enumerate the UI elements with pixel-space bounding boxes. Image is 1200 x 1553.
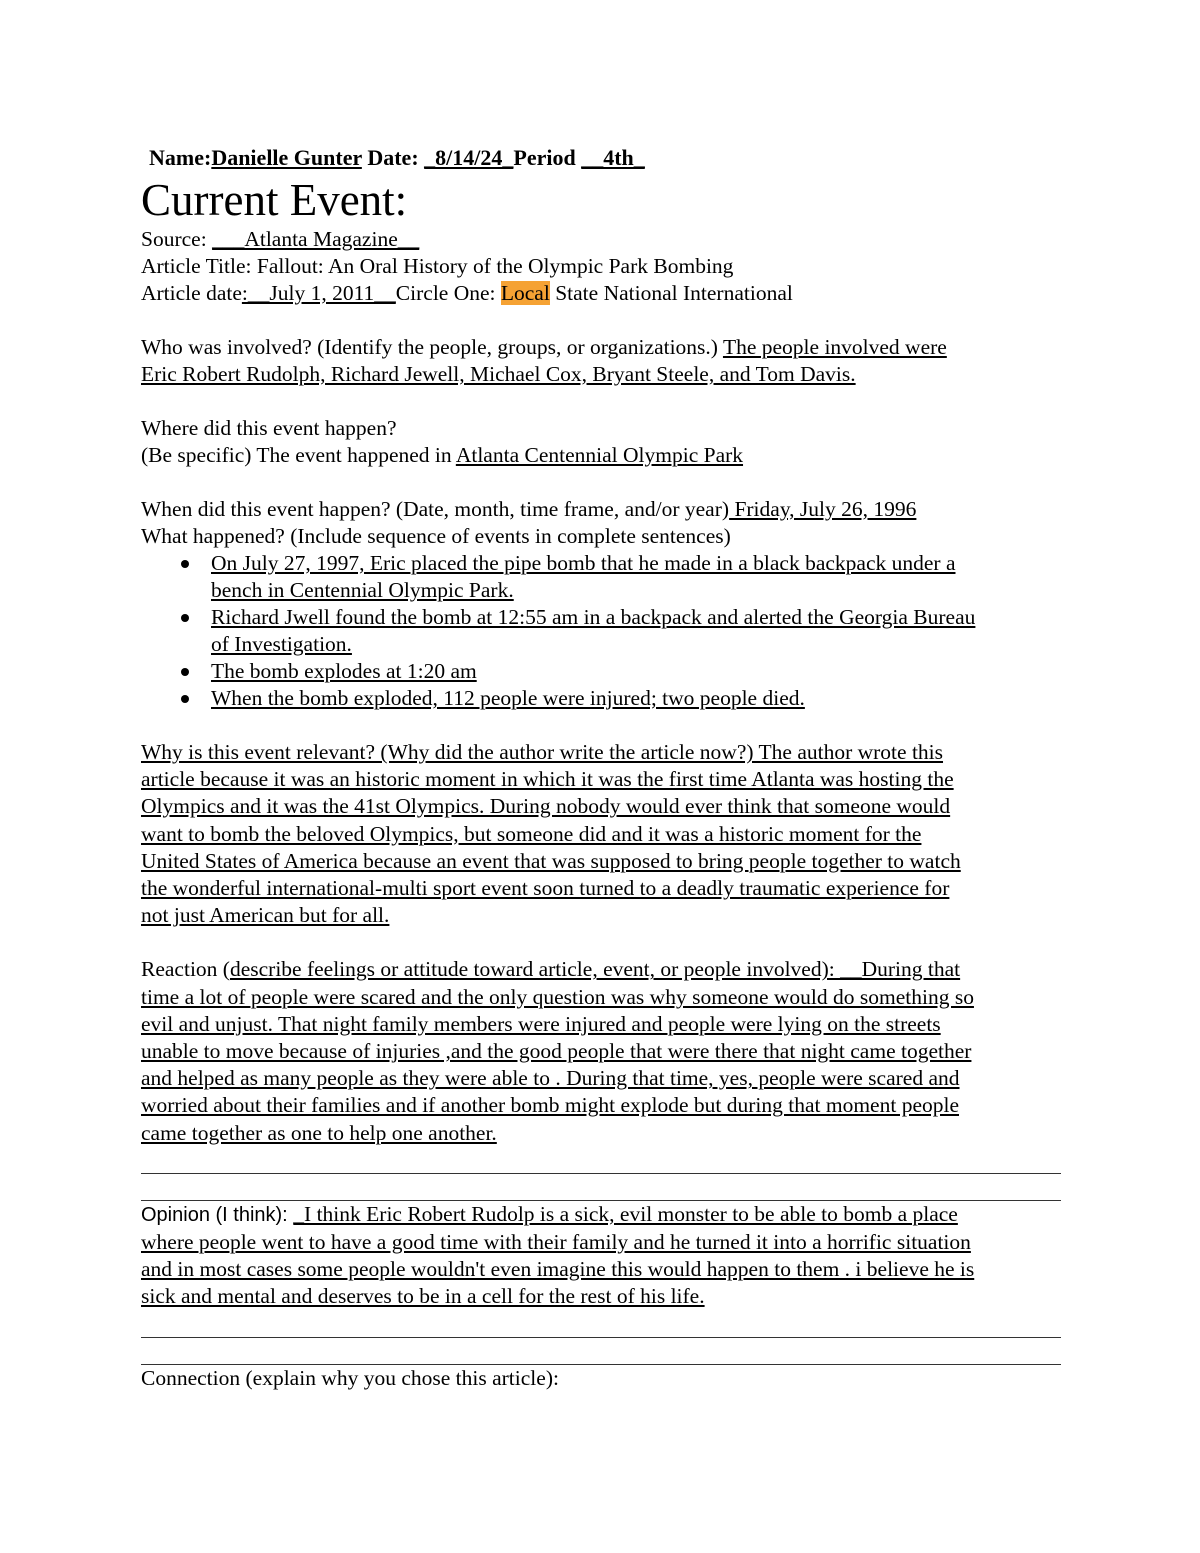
bullet-icon (181, 668, 189, 676)
option-local[interactable]: Local (500, 281, 550, 305)
list-item[interactable] (141, 604, 1061, 658)
student-header (141, 144, 1061, 172)
option-international[interactable]: International (683, 281, 793, 305)
bullet-icon (181, 560, 189, 568)
opinion-label: Opinion (I think): (141, 1203, 294, 1226)
event-text: On July 27, 1997, Eric placed the pipe bomb that he made in a black backpack under a (211, 551, 956, 575)
what-question: What happened? (Include sequence of events in complete sentences) (141, 524, 731, 548)
when-line (141, 496, 1061, 523)
circle-one-label: Circle One: (395, 281, 501, 305)
opinion-line: sick and mental and deserves to be in a cell for the rest of his life. (141, 1284, 705, 1309)
event-text: of Investigation. (211, 632, 352, 656)
why-line: Why is this event relevant? (Why did the author write the article now?) The author wrote this (141, 740, 944, 764)
reaction-section[interactable] (141, 956, 1061, 1146)
date-label: Date: (361, 145, 425, 170)
connection-line: Connection (explain why you chose this article): (141, 1365, 559, 1390)
blank-answer-line[interactable] (141, 1147, 1061, 1174)
when-answer[interactable]: Friday, July 26, 1996 (729, 497, 917, 521)
why-line: the wonderful international-multi sport event soon turned to a deadly traumatic experience for (141, 876, 950, 901)
article-title-label: Article Title: (141, 254, 257, 278)
event-text: bench in Centennial Olympic Park. (211, 578, 514, 602)
period-label: Period (513, 145, 582, 170)
who-line-1 (141, 334, 1061, 361)
reaction-line: evil and unjust. That night family members were injured and people were lying on the streets (141, 1011, 941, 1036)
source-value[interactable]: ___Atlanta Magazine__ (212, 227, 420, 251)
why-line: United States of America because an event that was supposed to bring people together to watch (141, 848, 961, 873)
who-line-2 (141, 361, 1061, 388)
list-item[interactable] (141, 658, 1061, 685)
date-value[interactable]: _8/14/24_ (424, 145, 514, 170)
reaction-line: came together as one to help one another. (141, 1120, 497, 1145)
period-value[interactable]: __4th_ (581, 145, 645, 170)
article-date-label: Article date (141, 281, 242, 305)
why-line: want to bomb the beloved Olympics, but someone did and it was a historic moment for the (141, 821, 922, 846)
name-label: Name: (149, 145, 212, 170)
blank-answer-line[interactable] (141, 1338, 1061, 1365)
opinion-line: and in most cases some people wouldn't even imagine this would happen to them . i believe he is (141, 1257, 975, 1282)
article-date-value[interactable]: :__July 1, 2011__ (241, 281, 396, 305)
reaction-line (141, 956, 1061, 983)
article-title-value[interactable]: Fallout: An Oral History of the Olympic Park Bombing (256, 254, 734, 278)
opinion-line (141, 1201, 1061, 1229)
bullet-icon (181, 614, 189, 622)
source-line (141, 226, 1061, 253)
who-question: Who was involved? (Identify the people, groups, or organizations.) (141, 335, 723, 359)
when-question: When did this event happen? (Date, month, time frame, and/or year) (141, 497, 730, 521)
reaction-line: time a lot of people were scared and the only question was why someone would do something so (141, 984, 974, 1009)
page-title: Current Event: (141, 175, 408, 225)
reaction-line: worried about their families and if another bomb might explode but during that moment people (141, 1093, 959, 1118)
blank-answer-line[interactable] (141, 1311, 1061, 1338)
where-line (141, 442, 1061, 469)
blank-answer-line[interactable] (141, 1174, 1061, 1201)
article-date-line (141, 280, 1061, 307)
name-value[interactable]: Danielle Gunter (211, 145, 362, 170)
where-prompt: (Be specific) The event happened in (141, 443, 456, 467)
event-text: When the bomb exploded, 112 people were injured; two people died. (211, 686, 805, 710)
list-item[interactable] (141, 550, 1061, 604)
reaction-text: describe feelings or attitude toward article, event, or people involved): __During that (229, 957, 961, 982)
worksheet-content (141, 144, 1061, 1392)
reaction-label: Reaction ( (141, 957, 230, 982)
who-answer-1[interactable]: The people involved were (722, 335, 947, 359)
event-text: Richard Jwell found the bomb at 12:55 am in a backpack and alerted the Georgia Bureau (211, 605, 976, 629)
source-label: Source: (141, 227, 213, 251)
events-list (141, 550, 1061, 712)
bullet-icon (181, 695, 189, 703)
option-national[interactable]: National (603, 281, 678, 305)
list-item[interactable] (141, 685, 1061, 712)
opinion-section[interactable] (141, 1201, 1061, 1311)
article-title-line (141, 253, 1061, 280)
where-question: Where did this event happen? (141, 416, 397, 440)
why-line: not just American but for all. (141, 903, 390, 928)
event-text: The bomb explodes at 1:20 am (211, 659, 477, 683)
reaction-line: unable to move because of injuries ,and the good people that were there that night came together (141, 1039, 972, 1064)
opinion-text: _I think Eric Robert Rudolp is a sick, evil monster to be able to bomb a place (293, 1201, 958, 1226)
who-answer-2[interactable]: Eric Robert Rudolph, Richard Jewell, Michael Cox, Bryant Steele, and Tom Davis. (141, 362, 856, 386)
option-state[interactable]: State (555, 281, 599, 305)
where-answer[interactable]: Atlanta Centennial Olympic Park (455, 443, 744, 467)
reaction-line: and helped as many people as they were able to . During that time, yes, people were scared and (141, 1066, 960, 1091)
why-section[interactable] (141, 739, 1061, 929)
why-line: Olympics and it was the 41st Olympics. During nobody would ever think that someone would (141, 794, 951, 819)
why-line: article because it was an historic moment in which it was the first time Atlanta was hosting the (141, 767, 954, 792)
opinion-line: where people went to have a good time with their family and he turned it into a horrific situation (141, 1230, 971, 1255)
